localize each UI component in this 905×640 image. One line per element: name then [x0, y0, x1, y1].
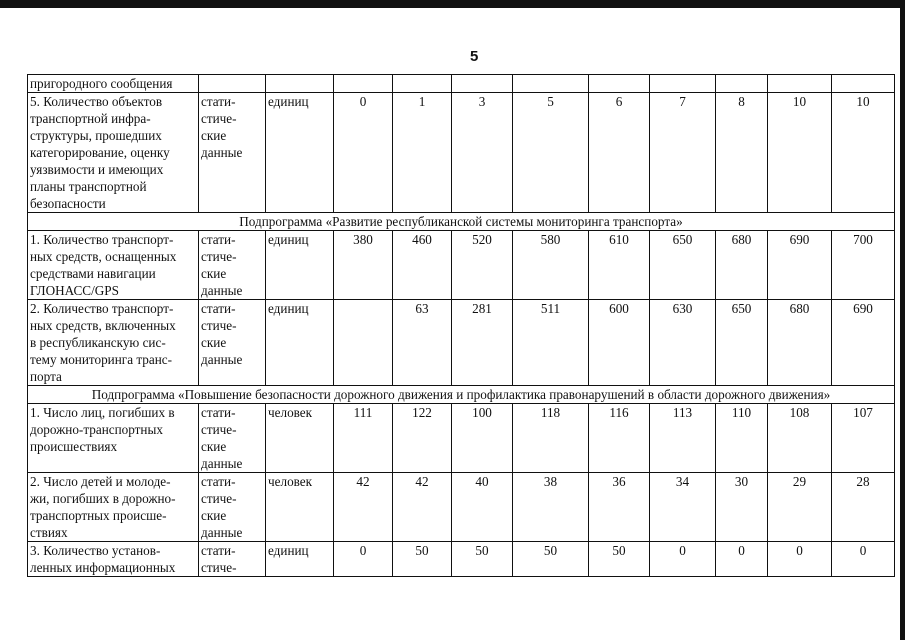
value-cell: 680	[716, 231, 768, 300]
value-cell: 0	[650, 542, 716, 577]
value-cell: 34	[650, 473, 716, 542]
empty-cell	[589, 75, 650, 93]
value-cell: 380	[334, 231, 393, 300]
indicator-name-line: 1. Количество транспорт-	[30, 232, 174, 247]
data-source-line: стати-	[201, 232, 236, 247]
indicator-name-line: происшествиях	[30, 439, 118, 454]
data-source-line: стиче-	[201, 249, 237, 264]
subprogram-title-road-safety: Подпрограмма «Повышение безопасности дорожного движения и профилактика правонарушений в области дорожного движения»	[28, 386, 895, 404]
data-source-line: ские	[201, 266, 227, 281]
indicator-name-line: 5. Количество объектов	[30, 94, 163, 109]
unit-cell: единиц	[266, 300, 334, 386]
empty-cell	[650, 75, 716, 93]
indicator-name-line: безопасности	[30, 196, 106, 211]
indicator-name-line: 2. Количество транспорт-	[30, 301, 174, 316]
data-source-line: данные	[201, 525, 243, 540]
data-source-line: стати-	[201, 474, 236, 489]
indicator-name-line: ствиях	[30, 525, 68, 540]
indicator-name-line: ленных информационных	[30, 560, 176, 575]
scan-border-top	[0, 0, 905, 8]
indicator-name-line: 3. Количество установ-	[30, 543, 161, 558]
value-cell	[334, 300, 393, 386]
indicator-name-line: жи, погибших в дорожно-	[30, 491, 176, 506]
scan-border-right	[900, 0, 905, 640]
unit-cell: единиц	[266, 542, 334, 577]
value-cell: 110	[716, 404, 768, 473]
value-cell: 111	[334, 404, 393, 473]
data-source-line: стати-	[201, 94, 236, 109]
data-source-line: стиче-	[201, 491, 237, 506]
value-cell: 690	[768, 231, 832, 300]
value-cell: 42	[393, 473, 452, 542]
unit-cell: единиц	[266, 231, 334, 300]
indicator-name-line: планы транспортной	[30, 179, 147, 194]
value-cell: 100	[452, 404, 513, 473]
value-cell: 108	[768, 404, 832, 473]
data-source-line: стиче-	[201, 560, 237, 575]
data-source	[199, 473, 266, 542]
indicator-name-line: тему мониторинга транс-	[30, 352, 173, 367]
value-cell: 122	[393, 404, 452, 473]
indicator-name-line: ных средств, оснащенных	[30, 249, 177, 264]
value-cell: 10	[832, 93, 895, 213]
value-cell: 29	[768, 473, 832, 542]
data-source-line: стиче-	[201, 111, 237, 126]
indicator-name	[28, 404, 199, 473]
value-cell: 6	[589, 93, 650, 213]
value-cell: 107	[832, 404, 895, 473]
indicator-name-line: уязвимости и имеющих	[30, 162, 164, 177]
data-source-line: стати-	[201, 543, 236, 558]
indicator-name: пригородного сообщения	[28, 75, 199, 93]
value-cell: 30	[716, 473, 768, 542]
data-source-line: стиче-	[201, 318, 237, 333]
value-cell: 1	[393, 93, 452, 213]
empty-cell	[393, 75, 452, 93]
indicator-name-line: в республиканскую сис-	[30, 335, 166, 350]
data-source-line: ские	[201, 128, 227, 143]
empty-cell	[452, 75, 513, 93]
data-source	[199, 542, 266, 577]
page-number: 5	[470, 48, 479, 65]
value-cell: 700	[832, 231, 895, 300]
indicator-name-line: средствами навигации	[30, 266, 156, 281]
value-cell: 10	[768, 93, 832, 213]
value-cell: 36	[589, 473, 650, 542]
data-source-line: данные	[201, 352, 243, 367]
data-source-line: стиче-	[201, 422, 237, 437]
table-row	[28, 542, 895, 577]
indicators-table	[27, 74, 895, 577]
empty-cell	[513, 75, 589, 93]
indicator-name	[28, 473, 199, 542]
value-cell: 520	[452, 231, 513, 300]
data-source	[199, 404, 266, 473]
unit-cell: человек	[266, 404, 334, 473]
data-source-line: данные	[201, 456, 243, 471]
indicator-name-line: структуры, прошедших	[30, 128, 162, 143]
empty-cell	[768, 75, 832, 93]
value-cell: 690	[832, 300, 895, 386]
data-source-line: ские	[201, 508, 227, 523]
value-cell: 50	[513, 542, 589, 577]
table-row	[28, 404, 895, 473]
value-cell: 113	[650, 404, 716, 473]
value-cell: 5	[513, 93, 589, 213]
unit-cell: человек	[266, 473, 334, 542]
data-source-line: ские	[201, 335, 227, 350]
value-cell: 580	[513, 231, 589, 300]
indicator-name-line: транспортных происше-	[30, 508, 167, 523]
indicator-name-line: ГЛОНАСС/GPS	[30, 283, 119, 298]
indicator-name-line: категорирование, оценку	[30, 145, 170, 160]
indicator-name-line: ных средств, включенных	[30, 318, 176, 333]
data-source-line: ские	[201, 439, 227, 454]
value-cell: 0	[832, 542, 895, 577]
subprogram-title-monitoring: Подпрограмма «Развитие республиканской системы мониторинга транспорта»	[28, 213, 895, 231]
value-cell: 650	[716, 300, 768, 386]
empty-cell	[199, 75, 266, 93]
value-cell: 610	[589, 231, 650, 300]
value-cell: 28	[832, 473, 895, 542]
unit-cell: единиц	[266, 93, 334, 213]
value-cell: 42	[334, 473, 393, 542]
indicator-name	[28, 231, 199, 300]
indicator-name	[28, 93, 199, 213]
data-source-line: стати-	[201, 405, 236, 420]
value-cell: 118	[513, 404, 589, 473]
section-row	[28, 386, 895, 404]
table-body	[28, 75, 895, 577]
empty-cell	[334, 75, 393, 93]
table-row	[28, 473, 895, 542]
value-cell: 650	[650, 231, 716, 300]
value-cell: 630	[650, 300, 716, 386]
empty-cell	[832, 75, 895, 93]
indicator-name-line: порта	[30, 369, 62, 384]
value-cell: 680	[768, 300, 832, 386]
data-source	[199, 300, 266, 386]
indicator-name-line: дорожно-транспортных	[30, 422, 163, 437]
data-source-line: данные	[201, 145, 243, 160]
data-source	[199, 93, 266, 213]
value-cell: 0	[334, 542, 393, 577]
indicator-name	[28, 542, 199, 577]
indicator-name-line: транспортной инфра-	[30, 111, 151, 126]
table-row	[28, 300, 895, 386]
value-cell: 600	[589, 300, 650, 386]
empty-cell	[716, 75, 768, 93]
indicator-name	[28, 300, 199, 386]
indicator-name-line: 1. Число лиц, погибших в	[30, 405, 175, 420]
value-cell: 7	[650, 93, 716, 213]
section-row	[28, 213, 895, 231]
data-source-line: стати-	[201, 301, 236, 316]
value-cell: 0	[334, 93, 393, 213]
value-cell: 50	[589, 542, 650, 577]
value-cell: 460	[393, 231, 452, 300]
value-cell: 116	[589, 404, 650, 473]
indicator-name-line: 2. Число детей и молоде-	[30, 474, 171, 489]
value-cell: 3	[452, 93, 513, 213]
value-cell: 8	[716, 93, 768, 213]
value-cell: 281	[452, 300, 513, 386]
value-cell: 0	[768, 542, 832, 577]
value-cell: 511	[513, 300, 589, 386]
table-row	[28, 231, 895, 300]
data-source	[199, 231, 266, 300]
data-source-line: данные	[201, 283, 243, 298]
table-row	[28, 75, 895, 93]
value-cell: 50	[452, 542, 513, 577]
table-row	[28, 93, 895, 213]
value-cell: 0	[716, 542, 768, 577]
value-cell: 40	[452, 473, 513, 542]
value-cell: 63	[393, 300, 452, 386]
value-cell: 38	[513, 473, 589, 542]
value-cell: 50	[393, 542, 452, 577]
empty-cell	[266, 75, 334, 93]
